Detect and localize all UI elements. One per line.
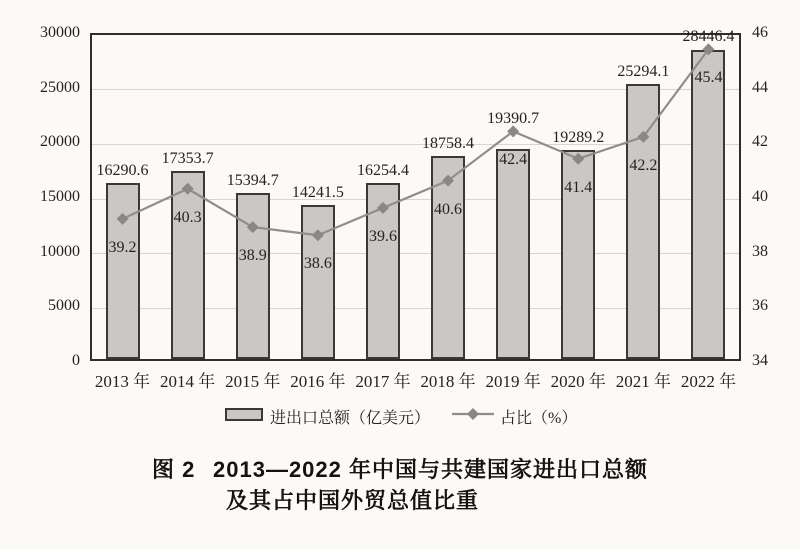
- x-axis-label: 2018 年: [420, 372, 476, 391]
- right-axis-tick: 38: [752, 242, 768, 260]
- diamond-marker: [312, 229, 324, 241]
- left-axis-tick: 15000: [40, 188, 80, 205]
- right-axis-tick: 44: [752, 78, 768, 96]
- x-axis-label: 2020 年: [550, 372, 606, 391]
- diamond-marker: [117, 213, 129, 225]
- legend: [0, 400, 800, 430]
- line-series-label: 占比（%）: [500, 410, 578, 427]
- bar-series-swatch: [225, 408, 263, 421]
- x-axis-label: 2021 年: [615, 372, 671, 391]
- ratio-value-label: 38.6: [303, 255, 332, 273]
- left-axis-tick: 30000: [40, 24, 80, 41]
- ratio-trend-line: [90, 33, 741, 361]
- bar-value-label: 16254.4: [356, 162, 409, 180]
- bar-value-label: 18758.4: [422, 134, 475, 152]
- ratio-value-label: 39.6: [368, 227, 397, 245]
- left-axis-tick: 10000: [40, 242, 80, 260]
- ratio-value-label: 40.6: [434, 200, 463, 218]
- diamond-marker: [247, 221, 259, 233]
- bar-value-label: 17353.7: [161, 150, 214, 168]
- ratio-value-label: 45.4: [694, 69, 723, 87]
- right-axis-tick: 36: [752, 297, 768, 315]
- ratio-value-label: 40.3: [173, 208, 202, 226]
- bar-value-label: 15394.7: [226, 171, 279, 189]
- bar-value-label: 19289.2: [552, 129, 605, 147]
- right-axis-tick: 34: [752, 352, 768, 369]
- ratio-value-label: 39.2: [108, 238, 137, 256]
- right-axis-tick: 42: [752, 133, 768, 151]
- x-axis-label: 2019 年: [485, 372, 541, 391]
- x-axis-label: 2022 年: [680, 372, 737, 391]
- bar-value-label: 19390.7: [487, 110, 540, 128]
- right-axis-tick: 46: [752, 24, 768, 41]
- bar-value-label: 28446.4: [682, 28, 735, 46]
- diamond-marker: [182, 183, 194, 195]
- x-axis-label: 2014 年: [160, 372, 216, 391]
- left-axis-tick: 0: [72, 352, 80, 369]
- ratio-value-label: 42.4: [499, 151, 528, 169]
- left-axis-tick: 5000: [48, 297, 80, 315]
- bar-value-label: 14241.5: [291, 184, 344, 202]
- bar-value-label: 16290.6: [96, 161, 149, 179]
- caption-title-line1: 2013—2022 年中国与共建国家进出口总额: [213, 457, 648, 482]
- bar-value-label: 25294.1: [617, 63, 670, 81]
- diamond-marker: [377, 202, 389, 214]
- diamond-marker: [572, 153, 584, 165]
- ratio-value-label: 41.4: [564, 178, 593, 196]
- caption-title-line2: 及其占中国外贸总值比重: [226, 488, 480, 513]
- right-axis-tick: 40: [752, 188, 768, 205]
- x-axis-label: 2016 年: [290, 372, 346, 391]
- left-axis-tick: 25000: [40, 78, 80, 96]
- x-axis-label: 2017 年: [355, 372, 411, 391]
- ratio-value-label: 42.2: [629, 156, 658, 174]
- x-axis-label: 2013 年: [94, 372, 151, 391]
- figure-number: 图 2: [152, 457, 196, 482]
- line-series-swatch: [452, 407, 494, 421]
- bar-series-label: 进出口总额（亿美元）: [270, 410, 431, 427]
- left-axis-tick: 20000: [40, 133, 80, 151]
- x-axis-label: 2015 年: [225, 372, 281, 391]
- ratio-value-label: 38.9: [238, 247, 267, 265]
